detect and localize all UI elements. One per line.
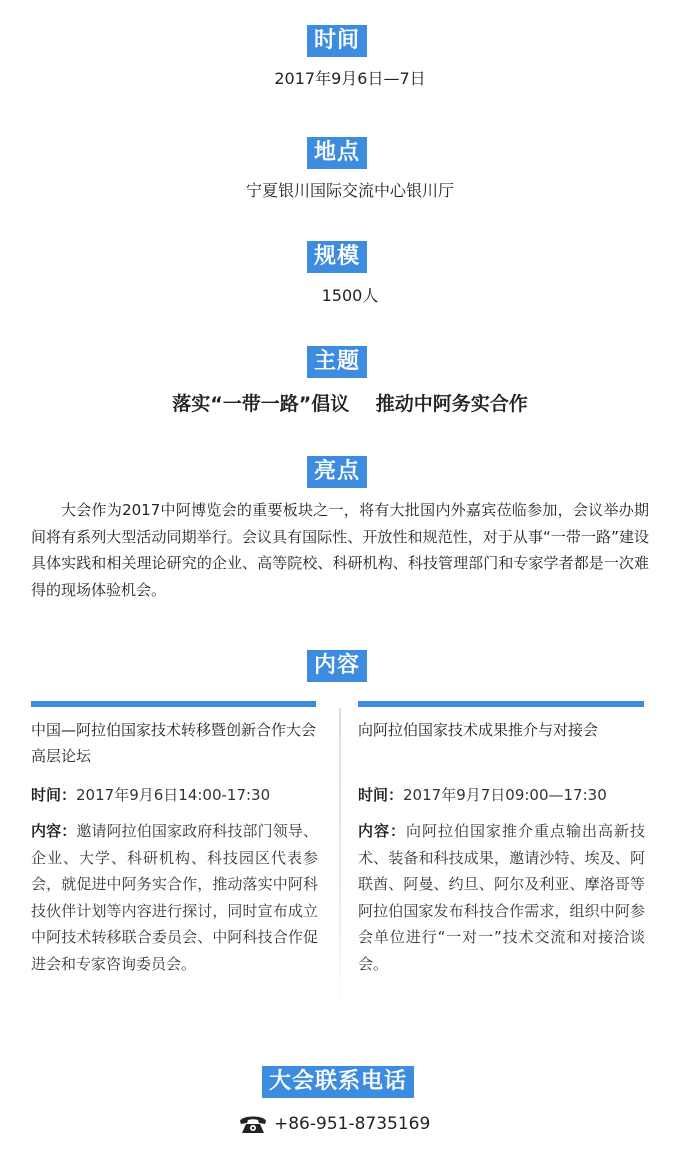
card-right-time-label: 时间：: [358, 786, 404, 804]
contact-phone-row: [238, 1110, 430, 1138]
card-right-time: [358, 782, 607, 808]
contact-phone-number: +86-951-8735169: [274, 1114, 431, 1134]
section-tag-place: 地点: [307, 137, 367, 169]
section-tag-scale: 规模: [307, 241, 367, 273]
event-scale: 1500人: [321, 286, 379, 305]
card-right-time-value: 2017年9月7日09:00—17:30: [403, 786, 607, 804]
card-left-time-value: 2017年9月6日14:00-17:30: [76, 786, 271, 804]
section-tag-highlight: 亮点: [307, 456, 367, 488]
card-left-accent-bar: [31, 701, 316, 707]
section-tag-time: 时间: [307, 25, 367, 57]
telephone-icon: [238, 1113, 268, 1135]
card-left-body-label: 内容：: [31, 822, 77, 840]
event-theme: 落实“一带一路”倡议 推动中阿务实合作: [172, 393, 528, 415]
card-right-body-text: 向阿拉伯国家推介重点输出高新技术、装备和科技成果，邀请沙特、埃及、阿联酋、阿曼、约旦、阿尔及利亚、摩洛哥等阿拉伯国家发布科技合作需求，组织中阿参会单位进行“一对一”技术交流和对接洽谈会。: [358, 822, 645, 973]
card-right-accent-bar: [358, 701, 644, 707]
card-right-title: 向阿拉伯国家技术成果推介与对接会: [358, 721, 599, 739]
event-time: 2017年9月6日—7日: [274, 69, 426, 88]
event-place: 宁夏银川国际交流中心银川厅: [245, 181, 454, 200]
section-tag-contact: 大会联系电话: [262, 1066, 414, 1098]
card-divider: [339, 708, 341, 1013]
card-left-time-label: 时间：: [31, 786, 77, 804]
section-tag-theme: 主题: [307, 346, 367, 378]
section-tag-content: 内容: [307, 650, 367, 682]
card-left-body-text: 邀请阿拉伯国家政府科技部门领导、企业、大学、科研机构、科技园区代表参会，就促进中阿务实合作，推动落实中阿科技伙伴计划等内容进行探讨，同时宣布成立中阿技术转移联合委员会、中阿科技合作促进会和专家咨询委员会。: [31, 822, 318, 973]
card-left-body: [31, 818, 318, 977]
card-right-body-label: 内容：: [358, 822, 406, 840]
card-left-title: 中国—阿拉伯国家技术转移暨创新合作大会高层论坛: [31, 721, 317, 765]
card-right-body: [358, 818, 645, 977]
highlight-paragraph: 大会作为2017中阿博览会的重要板块之一，将有大批国内外嘉宾莅临参加，会议举办期间将有系列大型活动同期举行。会议具有国际性、开放性和规范性，对于从事“一带一路”建设具体实践和相关理论研究的企业、高等院校、科研机构、科技管理部门和专家学者都是一次难得的现场体验机会。: [31, 501, 649, 599]
card-left-time: [31, 782, 270, 808]
